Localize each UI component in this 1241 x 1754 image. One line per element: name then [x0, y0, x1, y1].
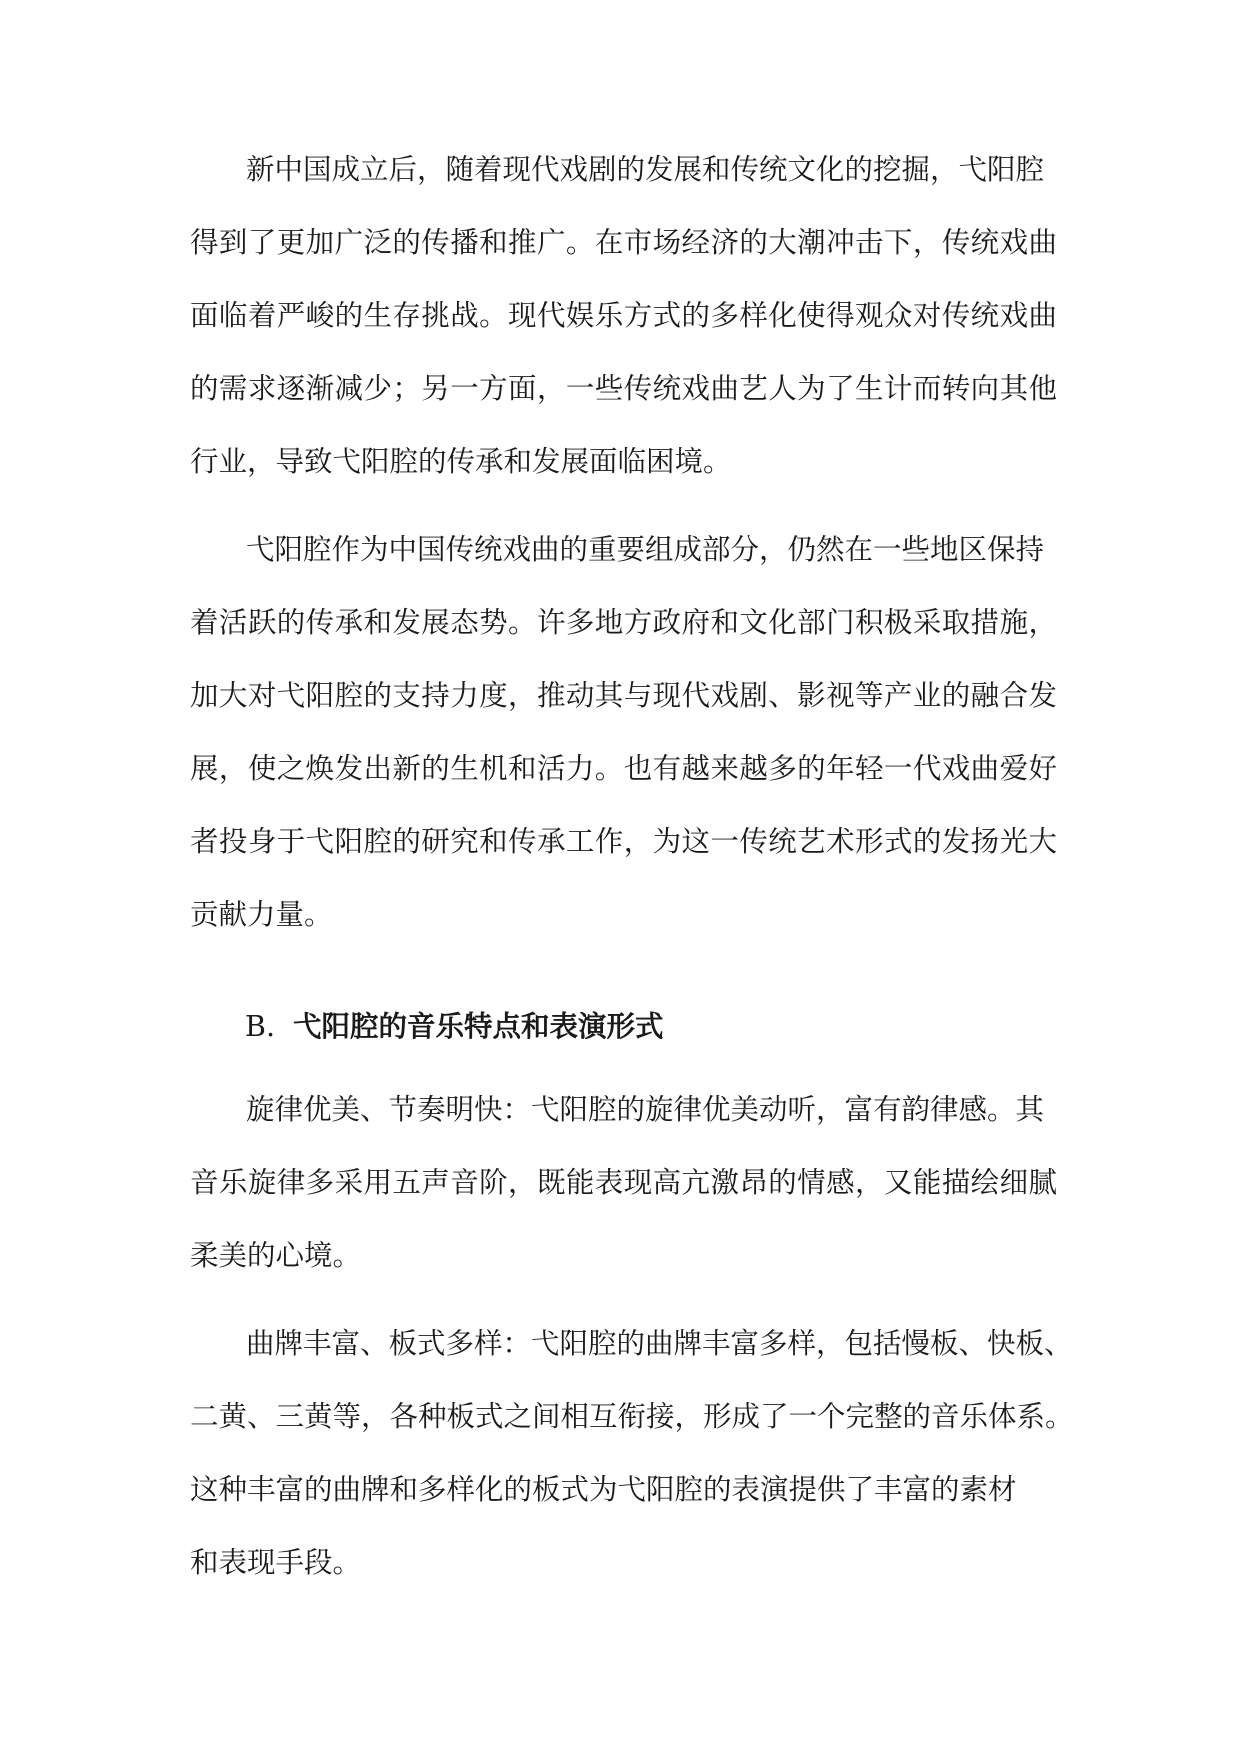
paragraph-line: 曲牌丰富、板式多样：弋阳腔的曲牌丰富多样，包括慢板、快板、 — [246, 1327, 1073, 1360]
paragraph-line: 得到了更加广泛的传播和推广。在市场经济的大潮冲击下，传统戏曲 — [190, 226, 1057, 259]
paragraph-line: 面临着严峻的生存挑战。现代娱乐方式的多样化使得观众对传统戏曲 — [190, 299, 1057, 332]
paragraph-line: 新中国成立后，随着现代戏剧的发展和传统文化的挖掘，弋阳腔 — [246, 153, 1045, 186]
paragraph-line: 这种丰富的曲牌和多样化的板式为弋阳腔的表演提供了丰富的素材 — [190, 1473, 1017, 1506]
paragraph-line: 着活跃的传承和发展态势。许多地方政府和文化部门积极采取措施， — [190, 606, 1057, 639]
paragraph-line: 行业，导致弋阳腔的传承和发展面临困境。 — [190, 445, 732, 478]
paragraph-line: 的需求逐渐减少；另一方面，一些传统戏曲艺人为了生计而转向其他 — [190, 372, 1057, 405]
paragraph-line: 加大对弋阳腔的支持力度，推动其与现代戏剧、影视等产业的融合发 — [190, 679, 1057, 712]
paragraph-line: 旋律优美、节奏明快：弋阳腔的旋律优美动听，富有韵律感。其 — [246, 1093, 1045, 1126]
section-title: 弋阳腔的音乐特点和表演形式 — [293, 1009, 664, 1043]
paragraph-line: 柔美的心境。 — [190, 1239, 362, 1272]
paragraph-line: 和表现手段。 — [190, 1546, 362, 1579]
paragraph-line: 音乐旋律多采用五声音阶，既能表现高亢激昂的情感，又能描绘细腻 — [190, 1166, 1057, 1199]
section-heading — [245, 1006, 664, 1047]
paragraph-line: 者投身于弋阳腔的研究和传承工作，为这一传统艺术形式的发扬光大 — [190, 825, 1057, 858]
paragraph-line: 贡献力量。 — [190, 898, 333, 931]
paragraph-line: 二黄、三黄等，各种板式之间相互衔接，形成了一个完整的音乐体系。 — [190, 1400, 1074, 1433]
section-number: B. — [245, 1010, 276, 1043]
paragraph-line: 展，使之焕发出新的生机和活力。也有越来越多的年轻一代戏曲爱好 — [190, 752, 1057, 785]
paragraph-line: 弋阳腔作为中国传统戏曲的重要组成部分，仍然在一些地区保持 — [246, 533, 1045, 566]
